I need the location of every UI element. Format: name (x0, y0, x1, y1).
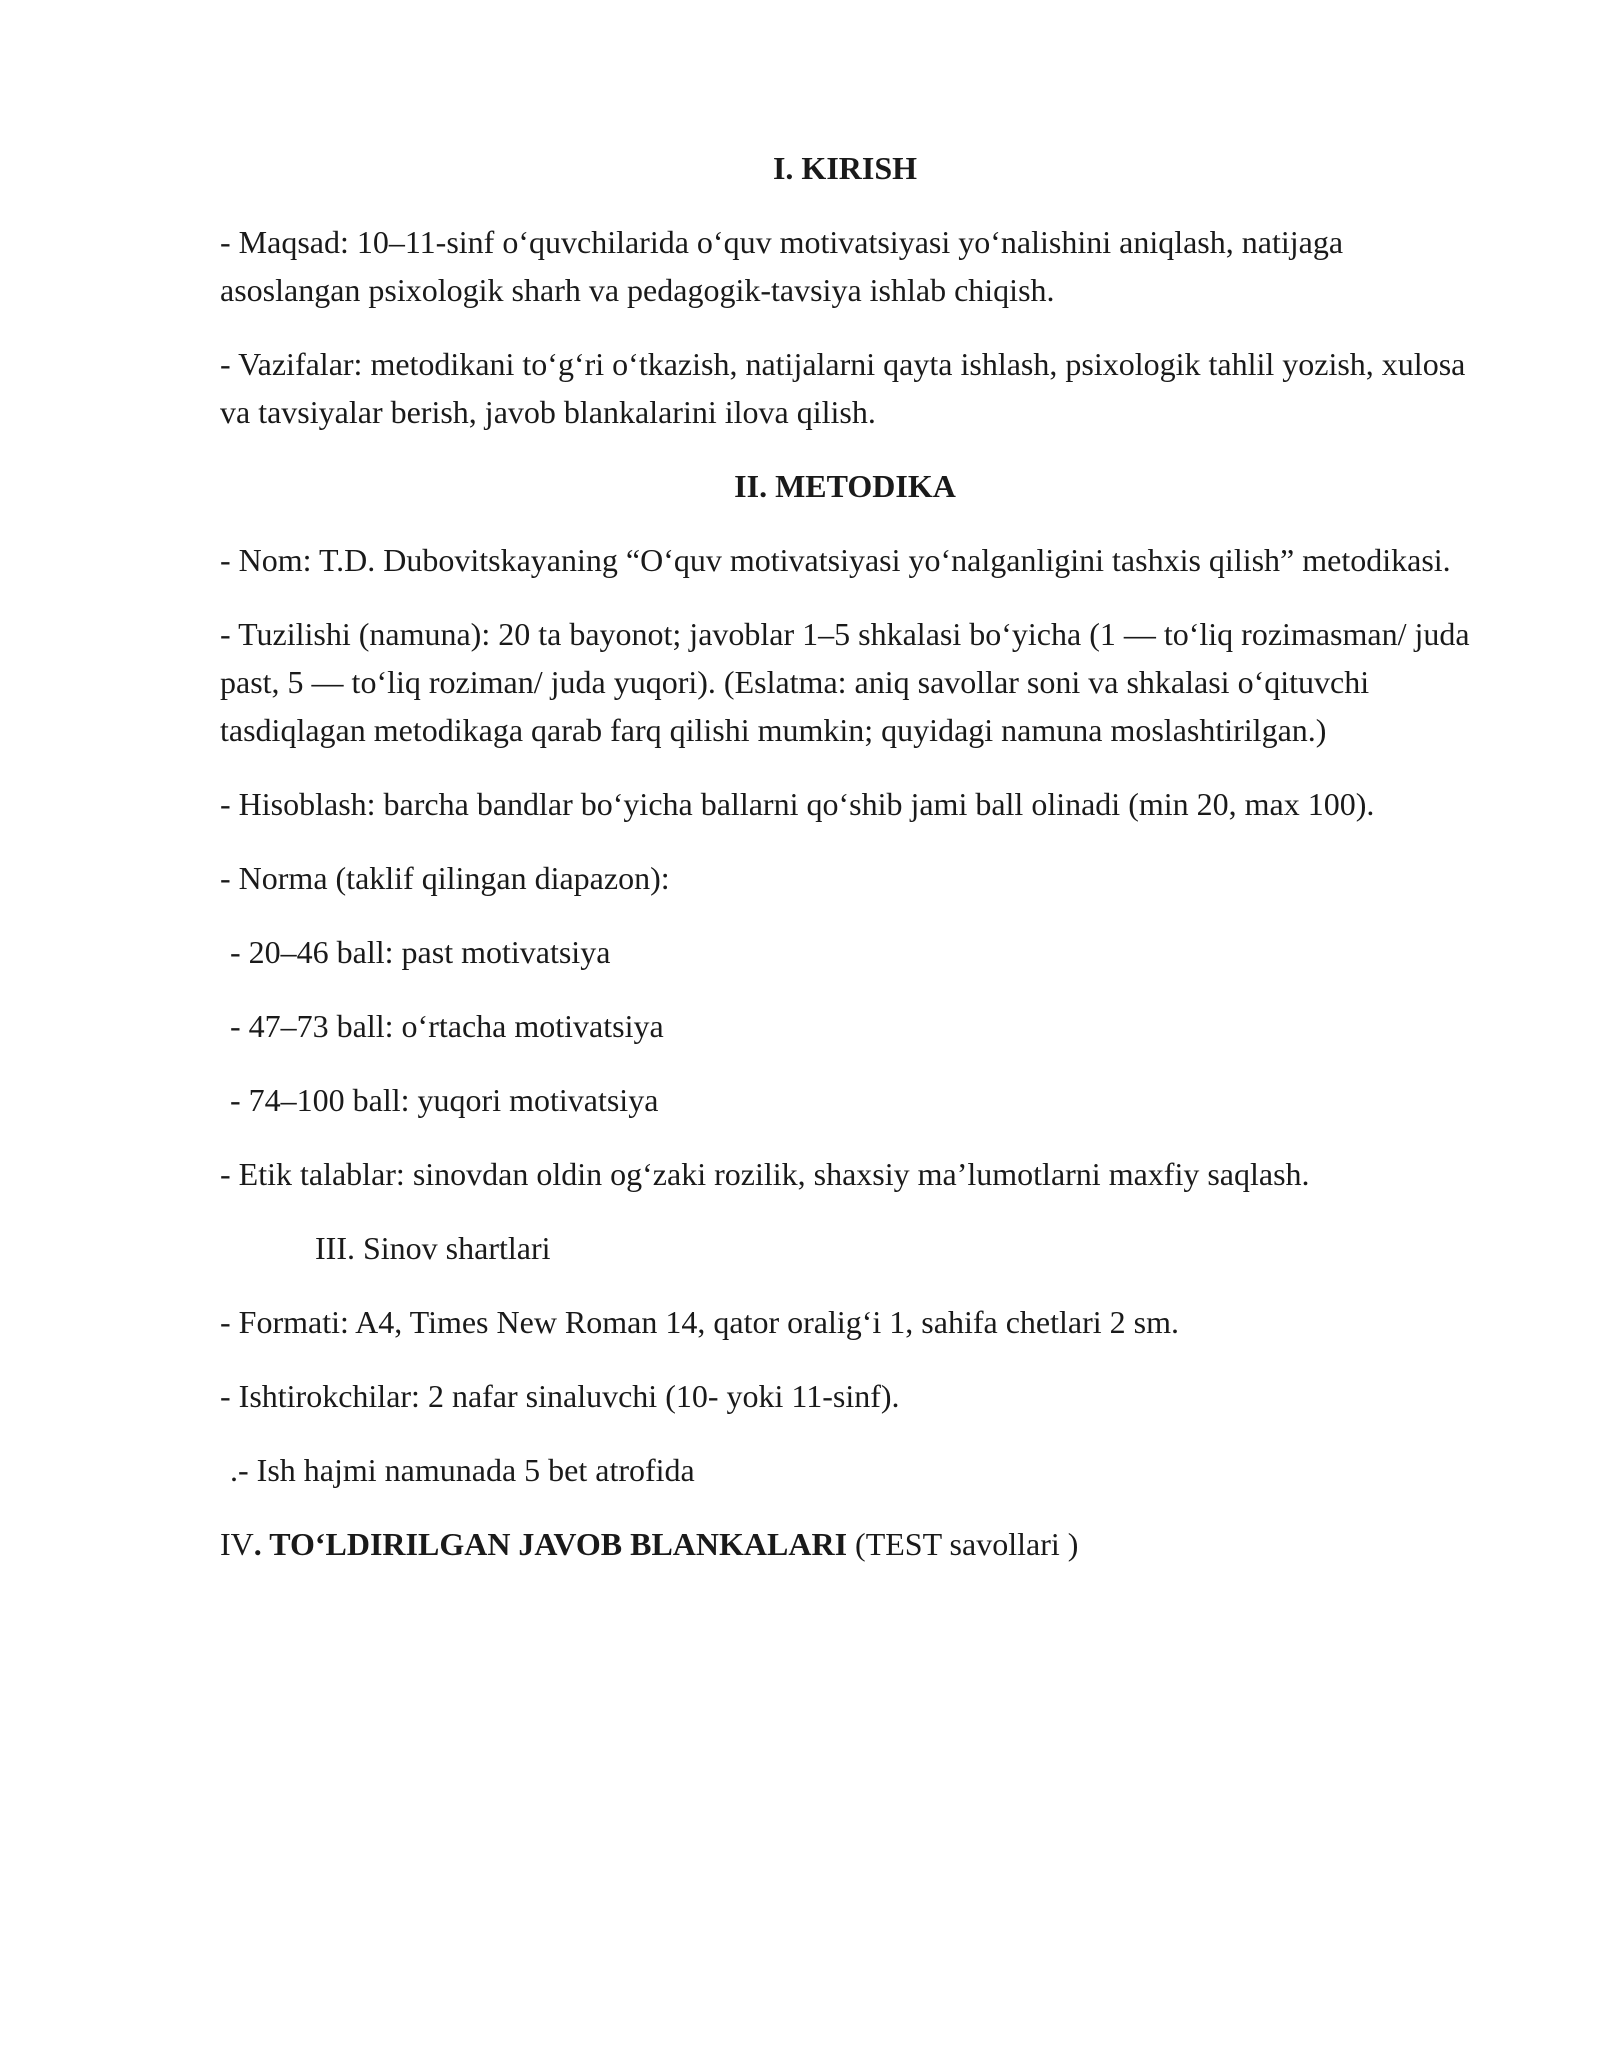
paragraph-ishtirokchilar: - Ishtirokchilar: 2 nafar sinaluvchi (10- yoki 11-sinf). (220, 1378, 900, 1414)
section-title-sinov-shartlari: III. Sinov shartlari (315, 1230, 551, 1266)
norm-item-low: - 20–46 ball: past motivatsiya (230, 934, 611, 970)
section-number: IV (220, 1526, 254, 1562)
section-title-javob-blankalari (220, 1520, 1470, 1568)
paragraph-tuzilishi: - Tuzilishi (namuna): 20 ta bayonot; javoblar 1–5 shkalasi boʻyicha (1 — toʻliq rozimasman/ juda past, 5 — toʻliq roziman/ juda yuqori). (Eslatma: aniq savollar soni va shkalasi oʻqituvchi tasdiqlagan metodikaga qarab farq qilishi mumkin; quyidagi namuna moslashtirilgan.) (220, 616, 1470, 748)
paragraph-formati: - Formati: A4, Times New Roman 14, qator oraligʻi 1, sahifa chetlari 2 sm. (220, 1304, 1179, 1340)
paragraph-vazifalar: - Vazifalar: metodikani toʻgʻri oʻtkazish, natijalarni qayta ishlash, psixologik tahlil yozish, xulosa va tavsiyalar berish, javob blankalarini ilova qilish. (220, 346, 1466, 430)
section-title-bold: . TOʻLDIRILGAN JAVOB BLANKALARI (253, 1526, 848, 1562)
section-title-metodika: II. METODIKA (734, 468, 956, 504)
paragraph-ish-hajmi: .- Ish hajmi namunada 5 bet atrofida (230, 1452, 695, 1488)
paragraph-nom: - Nom: T.D. Dubovitskayaning “Oʻquv motivatsiyasi yoʻnalganligini tashxis qilish” metodikasi. (220, 542, 1451, 578)
paragraph-maqsad: - Maqsad: 10–11-sinf oʻquvchilarida oʻquv motivatsiyasi yoʻnalishini aniqlash, natijaga asoslangan psixologik sharh va pedagogik-tavsiya ishlab chiqish. (220, 224, 1344, 308)
section-title-suffix: (TEST savollari ) (847, 1526, 1079, 1562)
document-body (220, 144, 1470, 1594)
norm-item-high: - 74–100 ball: yuqori motivatsiya (230, 1082, 659, 1118)
norm-item-medium: - 47–73 ball: oʻrtacha motivatsiya (230, 1008, 664, 1044)
paragraph-etik: - Etik talablar: sinovdan oldin ogʻzaki rozilik, shaxsiy maʼlumotlarni maxfiy saqlash. (220, 1156, 1310, 1192)
paragraph-hisoblash: - Hisoblash: barcha bandlar boʻyicha ballarni qoʻshib jami ball olinadi (min 20, max 100). (220, 786, 1375, 822)
section-title-kirish: I. KIRISH (772, 150, 918, 186)
paragraph-norma: - Norma (taklif qilingan diapazon): (220, 860, 670, 896)
